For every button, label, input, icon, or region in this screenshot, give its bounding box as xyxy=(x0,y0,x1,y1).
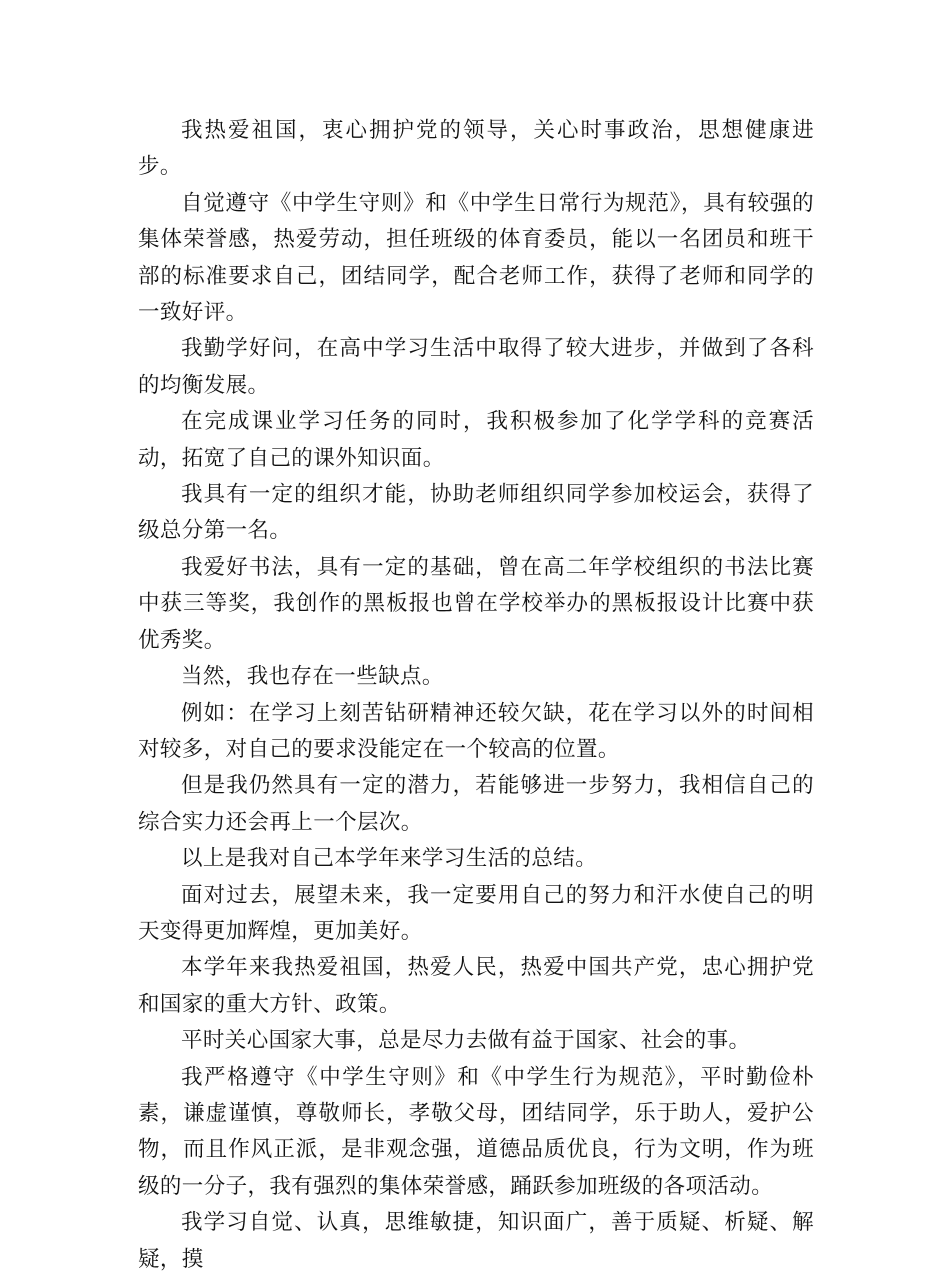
paragraph: 面对过去，展望未来，我一定要用自己的努力和汗水使自己的明天变得更加辉煌，更加美好。 xyxy=(138,882,814,944)
paragraph: 我学习自觉、认真，思维敏捷，知识面广，善于质疑、析疑、解疑，摸 xyxy=(138,1210,814,1272)
paragraph: 平时关心国家大事，总是尽力去做有益于国家、社会的事。 xyxy=(181,1028,751,1054)
paragraph: 本学年来我热爱祖国，热爱人民，热爱中国共产党，忠心拥护党和国家的重大方针、政策。 xyxy=(138,955,814,1017)
paragraph: 我勤学好问，在高中学习生活中取得了较大进步，并做到了各科的均衡发展。 xyxy=(138,336,814,398)
paragraph: 我严格遵守《中学生守则》和《中学生行为规范》，平时勤俭朴素，谦虚谨慎，尊敬师长，孝敬父母，团结同学，乐于助人，爱护公物，而且作风正派，是非观念强，道德品质优良，行为文明，作为班级的一分子，我有强烈的集体荣誉感，踊跃参加班级的各项活动。 xyxy=(138,1064,814,1199)
paragraph: 例如：在学习上刻苦钻研精神还较欠缺，花在学习以外的时间相对较多，对自己的要求没能定在一个较高的位置。 xyxy=(138,700,814,762)
paragraph: 自觉遵守《中学生守则》和《中学生日常行为规范》，具有较强的集体荣誉感，热爱劳动，担任班级的体育委员，能以一名团员和班干部的标准要求自己，团结同学，配合老师工作，获得了老师和同学的一致好评。 xyxy=(138,190,814,326)
paragraph: 在完成课业学习任务的同时，我积极参加了化学学科的竞赛活动，拓宽了自己的课外知识面。 xyxy=(138,409,814,471)
paragraph: 以上是我对自己本学年来学习生活的总结。 xyxy=(181,846,598,872)
paragraph: 当然，我也存在一些缺点。 xyxy=(181,664,444,690)
document-body xyxy=(138,113,814,1278)
paragraph: 但是我仍然具有一定的潜力，若能够进一步努力，我相信自己的综合实力还会再上一个层次。 xyxy=(138,773,814,835)
paragraph: 我具有一定的组织才能，协助老师组织同学参加校运会，获得了级总分第一名。 xyxy=(138,482,814,544)
paragraph: 我热爱祖国，衷心拥护党的领导，关心时事政治，思想健康进步。 xyxy=(138,118,814,180)
paragraph: 我爱好书法，具有一定的基础，曾在高二年学校组织的书法比赛中获三等奖，我创作的黑板报也曾在学校举办的黑板报设计比赛中获优秀奖。 xyxy=(138,554,814,653)
